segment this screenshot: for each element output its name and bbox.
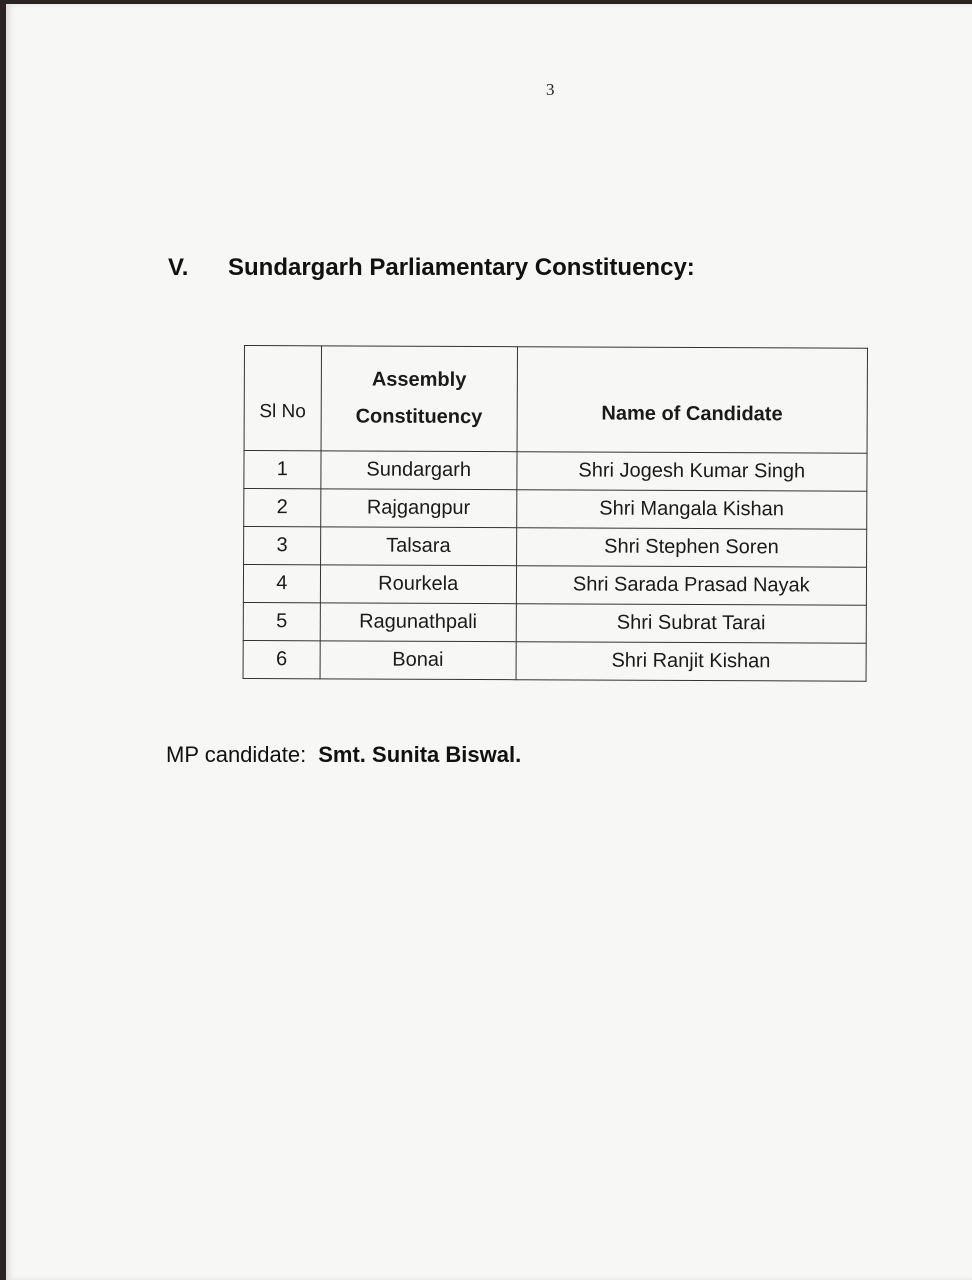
cell-candidate: Shri Jogesh Kumar Singh bbox=[517, 452, 867, 492]
cell-candidate: Shri Sarada Prasad Nayak bbox=[516, 566, 866, 606]
page-number: 3 bbox=[546, 80, 555, 99]
table-header-row bbox=[244, 346, 867, 454]
mp-name: Smt. Sunita Biswal. bbox=[318, 742, 522, 767]
cell-candidate: Shri Mangala Kishan bbox=[516, 490, 866, 530]
table-row bbox=[244, 489, 867, 530]
table-row bbox=[243, 640, 866, 681]
section-numeral: V. bbox=[168, 254, 189, 281]
cell-constituency: Rajgangpur bbox=[321, 489, 517, 528]
cell-candidate: Shri Ranjit Kishan bbox=[516, 642, 866, 682]
cell-constituency: Rourkela bbox=[320, 565, 516, 604]
header-assembly-line1: Assembly bbox=[371, 368, 467, 391]
cell-sl: 4 bbox=[243, 565, 320, 603]
cell-sl: 5 bbox=[243, 602, 320, 640]
header-sl-no: Sl No bbox=[244, 346, 321, 451]
cell-constituency: Talsara bbox=[320, 527, 516, 566]
cell-sl: 3 bbox=[244, 527, 321, 565]
section-heading bbox=[168, 254, 695, 282]
section-title: Sundargarh Parliamentary Constituency: bbox=[228, 254, 695, 281]
cell-constituency: Bonai bbox=[320, 641, 516, 680]
header-candidate: Name of Candidate bbox=[517, 347, 868, 454]
document-page bbox=[6, 4, 972, 1280]
table-row bbox=[243, 565, 866, 606]
candidates-table bbox=[243, 345, 868, 682]
mp-label: MP candidate: bbox=[166, 742, 307, 767]
cell-constituency: Ragunathpali bbox=[320, 603, 516, 642]
cell-sl: 6 bbox=[243, 640, 320, 678]
cell-candidate: Shri Stephen Soren bbox=[516, 528, 866, 568]
header-assembly-constituency bbox=[321, 346, 517, 452]
cell-constituency: Sundargarh bbox=[321, 451, 517, 490]
cell-sl: 1 bbox=[244, 451, 321, 489]
mp-candidate-line bbox=[166, 742, 521, 768]
cell-candidate: Shri Subrat Tarai bbox=[516, 604, 866, 644]
table-row bbox=[243, 602, 866, 643]
table-row bbox=[244, 451, 867, 492]
table-row bbox=[244, 527, 867, 568]
header-assembly-line2: Constituency bbox=[355, 405, 483, 429]
cell-sl: 2 bbox=[244, 489, 321, 527]
